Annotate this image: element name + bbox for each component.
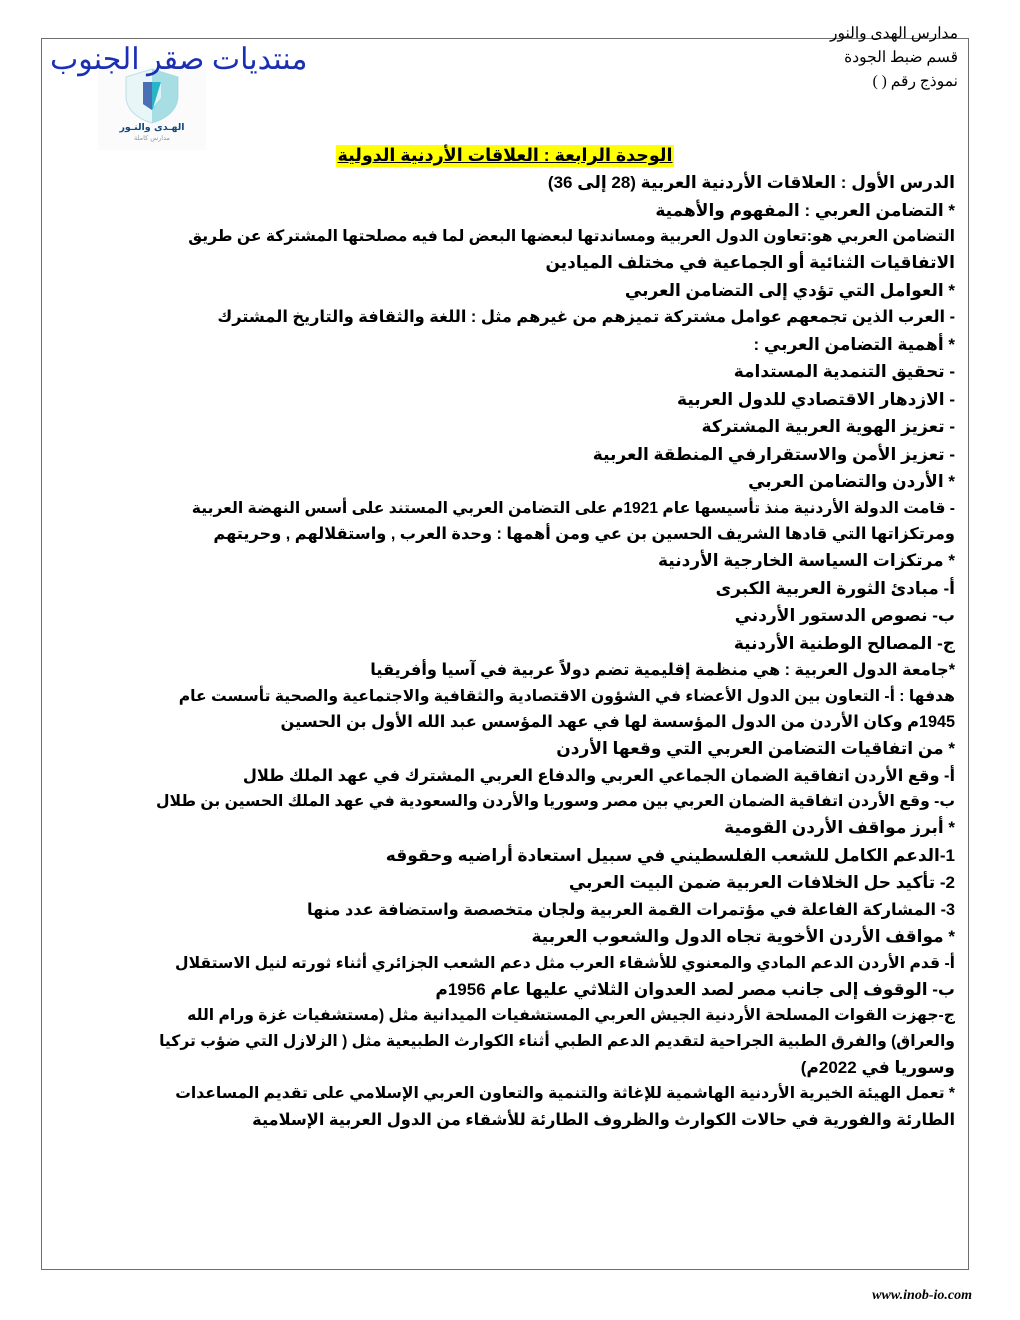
- lesson-text-lines: [55, 169, 955, 1133]
- logo-school-name: الهـدى والنـور: [119, 122, 185, 133]
- lesson-line: * الأردن والتضامن العربي: [748, 472, 955, 492]
- lesson-line: 3- المشاركة الفاعلة في مؤتمرات القمة العربية ولجان متخصصة واستضافة عدد منها: [307, 900, 955, 919]
- document-body: [41, 145, 969, 1133]
- lesson-line: 1945م وكان الأردن من الدول المؤسسة لها في عهد المؤسس عبد الله الأول بن الحسين: [280, 712, 955, 731]
- lesson-line: ب- نصوص الدستور الأردني: [734, 606, 955, 626]
- lesson-line: الطارئة والفورية في حالات الكوارث والظروف الطارئة للأشقاء من الدول العربية الإسلامية: [252, 1110, 955, 1129]
- lesson-line: الدرس الأول : العلاقات الأردنية العربية (28 إلى 36): [547, 173, 955, 192]
- lesson-line: 1-الدعم الكامل للشعب الفلسطيني في سبيل استعادة أراضيه وحقوقه: [385, 845, 955, 865]
- forum-watermark: منتديات صقر الجنوب: [50, 43, 308, 76]
- logo-school-subtitle: مدارس كاملة: [133, 134, 171, 142]
- lesson-line: * مواقف الأردن الأخوية تجاه الدول والشعوب العربية: [531, 926, 955, 946]
- lesson-line: - العرب الذين تجمعهم عوامل مشتركة تميزهم من غيرهم مثل : اللغة والثقافة والتاريخ المشترك: [217, 308, 955, 327]
- lesson-line: - قامت الدولة الأردنية منذ تأسيسها عام 1921م على التضامن العربي المستند على أسس النهضة العربية: [191, 499, 955, 517]
- lesson-line: ب- وقع الأردن اتفاقية الضمان العربي بين مصر وسوريا والأردن والسعودية في عهد الملك الحسين بن طلال: [155, 792, 955, 810]
- lesson-line: وسوريا في 2022م): [800, 1057, 955, 1077]
- lesson-line: ومرتكزاتها التي قادها الشريف الحسين بن عي ومن أهمها : وحدة العرب , واستقلالهم , وحريتهم: [213, 525, 955, 544]
- header-department: قسم ضبط الجودة: [844, 49, 958, 67]
- lesson-line: أ- مبادئ الثورة العربية الكبرى: [715, 578, 955, 598]
- lesson-line: ج-جهزت القوات المسلحة الأردنية الجيش العربي المستشفيات الميدانية مثل (مستشفيات غزة ورام الله: [187, 1007, 955, 1025]
- lesson-line: * العوامل التي تؤدي إلى التضامن العربي: [624, 280, 955, 300]
- lesson-line: أ- قدم الأردن الدعم المادي والمعنوي للأشقاء العرب مثل دعم الشعب الجزائري أثناء ثورته لنيل الاستقلال: [175, 954, 955, 972]
- header-school-name: مدارس الهدى والنور: [829, 25, 958, 42]
- lesson-line: 2- تأكيد حل الخلافات العربية ضمن البيت العربي: [568, 873, 955, 893]
- lesson-line: - تعزيز الهوية العربية المشتركة: [701, 417, 955, 437]
- lesson-line: - الازدهار الاقتصادي للدول العربية: [677, 389, 955, 409]
- lesson-line: * أبرز مواقف الأردن القومية: [724, 818, 955, 838]
- school-logo: [98, 66, 206, 150]
- lesson-line: * أهمية التضامن العربي :: [753, 334, 955, 354]
- header-form-number: نموذج رقم ( ): [872, 73, 958, 91]
- lesson-line: * التضامن العربي : المفهوم والأهمية: [655, 200, 955, 220]
- lesson-line: - تحقيق التنمدية المستدامة: [733, 362, 955, 382]
- lesson-line: * مرتكزات السياسة الخارجية الأردنية: [658, 551, 955, 571]
- lesson-line: الاتفاقيات الثنائية أو الجماعية في مختلف الميادين: [545, 253, 955, 273]
- lesson-line: *جامعة الدول العربية : هي منظمة إقليمية تضم دولاً عربية في آسيا وأفريقيا: [370, 661, 955, 680]
- lesson-line: ب- الوقوف إلى جانب مصر لصد العدوان الثلاثي عليها عام 1956م: [435, 979, 955, 999]
- lesson-line: ج- المصالح الوطنية الأردنية: [733, 633, 955, 653]
- lesson-line: - تعزيز الأمن والاستقرارفي المنطقة العربية: [592, 444, 955, 464]
- lesson-line: * تعمل الهيئة الخيرية الأردنية الهاشمية للإغاثة والتنمية والتعاون العربي الإسلامي على تقديم المساعدات: [175, 1085, 955, 1103]
- footer-website-url: www.inob-io.com: [872, 1288, 972, 1303]
- lesson-line: * من اتفاقيات التضامن العربي التي وقعها الأردن: [556, 739, 955, 759]
- lesson-line: أ- وقع الأردن اتفاقية الضمان الجماعي العربي والدفاع العربي المشترك في عهد الملك طلال: [242, 766, 955, 785]
- lesson-line: هدفها : أ- التعاون بين الدول الأعضاء في الشؤون الاقتصادية والثقافية والاجتماعية والصحية تأسست عام: [178, 687, 955, 705]
- document-header: [830, 22, 958, 94]
- unit-title: الوحدة الرابعة : العلاقات الأردنية الدولية: [337, 145, 673, 165]
- lesson-line: والعراق) والفرق الطبية الجراحية لتقديم الدعم الطبي أثناء الكوارث الطبيعية مثل ( الزلازل التي ضؤب تركيا: [159, 1032, 955, 1050]
- lesson-line: التضامن العربي هو:تعاون الدول العربية ومساندتها لبعضها البعض لما فيه مصلحتها المشتركة عن طريق: [188, 228, 955, 246]
